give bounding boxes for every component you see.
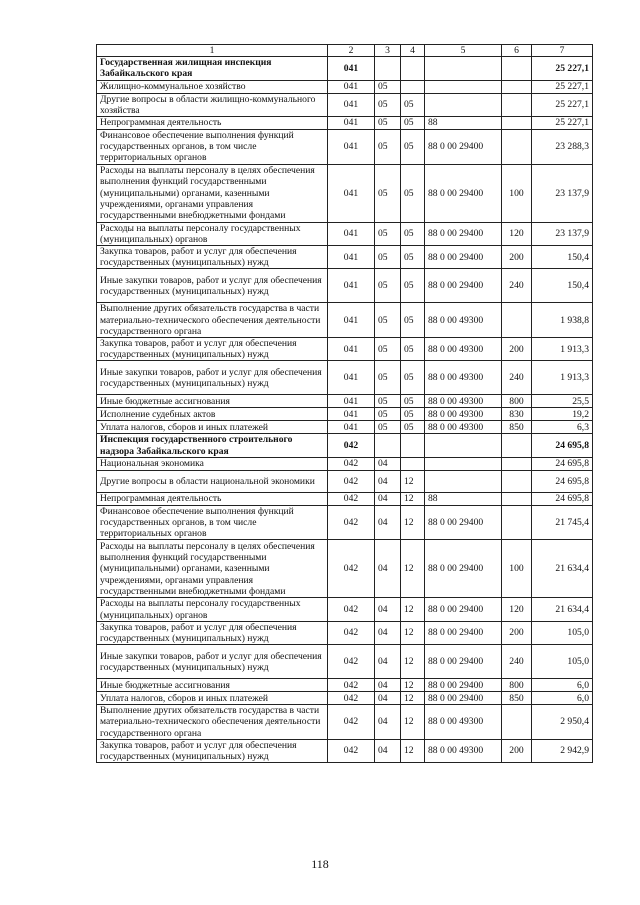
row-section: 04: [375, 457, 401, 470]
table-row: [97, 246, 593, 269]
row-subsection: 12: [401, 621, 425, 644]
row-amount: 25 227,1: [532, 80, 593, 93]
row-subsection: 05: [401, 93, 425, 116]
row-target: 88 0 00 29400: [425, 540, 502, 598]
row-code: 041: [328, 80, 375, 93]
row-target: 88 0 00 49300: [425, 361, 502, 395]
row-expense-type: 240: [502, 269, 532, 303]
row-section: 05: [375, 408, 401, 421]
row-amount: 105,0: [532, 621, 593, 644]
row-expense-type: 120: [502, 598, 532, 621]
row-amount: 150,4: [532, 269, 593, 303]
table-row: [97, 457, 593, 470]
row-name: Национальная экономика: [97, 457, 328, 470]
table-row: [97, 421, 593, 434]
row-section: 04: [375, 739, 401, 762]
row-expense-type: [502, 505, 532, 540]
row-amount: 1 938,8: [532, 303, 593, 338]
row-code: 041: [328, 303, 375, 338]
row-target: [425, 80, 502, 93]
row-expense-type: 850: [502, 421, 532, 434]
row-amount: 6,0: [532, 679, 593, 692]
row-name: Расходы на выплаты персоналу государственных (муниципальных) органов: [97, 222, 328, 245]
row-expense-type: 200: [502, 338, 532, 361]
row-amount: 1 913,3: [532, 361, 593, 395]
row-subsection: 05: [401, 338, 425, 361]
row-target: 88 0 00 29400: [425, 505, 502, 540]
row-subsection: 05: [401, 395, 425, 408]
row-code: 042: [328, 470, 375, 492]
row-amount: 25 227,1: [532, 57, 593, 80]
row-subsection: [401, 57, 425, 80]
row-code: 042: [328, 598, 375, 621]
row-section: 05: [375, 361, 401, 395]
row-code: 041: [328, 130, 375, 165]
row-section: 05: [375, 421, 401, 434]
table-row: [97, 269, 593, 303]
table-row: [97, 303, 593, 338]
table-row: [97, 361, 593, 395]
table-row: [97, 164, 593, 222]
row-section: [375, 434, 401, 457]
table-row: [97, 705, 593, 740]
row-expense-type: 200: [502, 739, 532, 762]
row-expense-type: [502, 130, 532, 165]
row-amount: 24 695,8: [532, 457, 593, 470]
row-section: 05: [375, 80, 401, 93]
row-subsection: 05: [401, 269, 425, 303]
row-code: 041: [328, 117, 375, 130]
row-target: 88 0 00 29400: [425, 246, 502, 269]
row-target: 88 0 00 29400: [425, 164, 502, 222]
header-cell: 6: [502, 45, 532, 57]
table-row: [97, 408, 593, 421]
table-row: [97, 80, 593, 93]
row-amount: 19,2: [532, 408, 593, 421]
row-subsection: 05: [401, 130, 425, 165]
row-subsection: [401, 457, 425, 470]
row-expense-type: [502, 470, 532, 492]
row-expense-type: 850: [502, 692, 532, 705]
table-row: [97, 93, 593, 116]
row-amount: 21 745,4: [532, 505, 593, 540]
table-row: [97, 692, 593, 705]
row-target: 88 0 00 29400: [425, 130, 502, 165]
row-amount: 25,5: [532, 395, 593, 408]
row-code: 042: [328, 434, 375, 457]
row-name: Непрограммная деятельность: [97, 492, 328, 505]
table-row: [97, 621, 593, 644]
row-name: Инспекция государственного строительного надзора Забайкальского края: [97, 434, 328, 457]
row-expense-type: 200: [502, 246, 532, 269]
row-amount: 24 695,8: [532, 492, 593, 505]
row-code: 042: [328, 621, 375, 644]
row-amount: 105,0: [532, 645, 593, 679]
row-subsection: 05: [401, 408, 425, 421]
row-code: 041: [328, 93, 375, 116]
row-name: Выполнение других обязательств государства в части материально-технического обеспечения деятельности государственного органа: [97, 303, 328, 338]
row-target: 88 0 00 49300: [425, 421, 502, 434]
row-section: 04: [375, 492, 401, 505]
table-row: [97, 130, 593, 165]
row-subsection: 05: [401, 303, 425, 338]
row-name: Иные закупки товаров, работ и услуг для обеспечения государственных (муниципальных) нужд: [97, 269, 328, 303]
row-section: 05: [375, 395, 401, 408]
row-code: 041: [328, 57, 375, 80]
table-row: [97, 505, 593, 540]
row-code: 041: [328, 338, 375, 361]
row-subsection: [401, 80, 425, 93]
row-expense-type: [502, 457, 532, 470]
row-name: Государственная жилищная инспекция Забайкальского края: [97, 57, 328, 80]
row-name: Финансовое обеспечение выполнения функций государственных органов, в том числе территориальных органов: [97, 130, 328, 165]
row-section: 05: [375, 246, 401, 269]
header-cell: 3: [375, 45, 401, 57]
row-amount: 1 913,3: [532, 338, 593, 361]
table-row: [97, 395, 593, 408]
row-code: 041: [328, 269, 375, 303]
row-expense-type: [502, 93, 532, 116]
row-name: Исполнение судебных актов: [97, 408, 328, 421]
row-subsection: 12: [401, 470, 425, 492]
row-subsection: 05: [401, 421, 425, 434]
table-row: [97, 540, 593, 598]
row-subsection: 12: [401, 645, 425, 679]
row-target: 88 0 00 49300: [425, 739, 502, 762]
header-row: [97, 45, 593, 57]
row-code: 041: [328, 361, 375, 395]
row-target: 88 0 00 49300: [425, 395, 502, 408]
row-section: 04: [375, 692, 401, 705]
row-amount: 2 950,4: [532, 705, 593, 740]
row-expense-type: 100: [502, 540, 532, 598]
row-subsection: 05: [401, 222, 425, 245]
row-section: 04: [375, 598, 401, 621]
row-target: 88: [425, 492, 502, 505]
row-expense-type: 200: [502, 621, 532, 644]
row-name: Иные бюджетные ассигнования: [97, 395, 328, 408]
row-expense-type: [502, 492, 532, 505]
table-row: [97, 739, 593, 762]
row-section: 04: [375, 505, 401, 540]
row-target: 88 0 00 29400: [425, 692, 502, 705]
row-name: Финансовое обеспечение выполнения функций государственных органов, в том числе территориальных органов: [97, 505, 328, 540]
table-row: [97, 470, 593, 492]
table-row: [97, 645, 593, 679]
header-cell: 4: [401, 45, 425, 57]
row-expense-type: [502, 80, 532, 93]
table-row: [97, 492, 593, 505]
row-expense-type: [502, 117, 532, 130]
row-expense-type: [502, 57, 532, 80]
row-name: Непрограммная деятельность: [97, 117, 328, 130]
row-section: 04: [375, 705, 401, 740]
row-name: Закупка товаров, работ и услуг для обеспечения государственных (муниципальных) нужд: [97, 246, 328, 269]
row-target: [425, 57, 502, 80]
row-target: 88 0 00 29400: [425, 621, 502, 644]
row-section: 04: [375, 679, 401, 692]
row-subsection: 12: [401, 705, 425, 740]
row-target: 88 0 00 29400: [425, 222, 502, 245]
row-expense-type: [502, 434, 532, 457]
table-row: [97, 679, 593, 692]
row-code: 042: [328, 492, 375, 505]
row-amount: 6,3: [532, 421, 593, 434]
row-code: 042: [328, 505, 375, 540]
row-target: [425, 470, 502, 492]
row-amount: 24 695,8: [532, 470, 593, 492]
header-cell: 2: [328, 45, 375, 57]
row-code: 042: [328, 679, 375, 692]
row-section: 05: [375, 93, 401, 116]
row-amount: 21 634,4: [532, 540, 593, 598]
row-subsection: 05: [401, 164, 425, 222]
row-name: Иные закупки товаров, работ и услуг для обеспечения государственных (муниципальных) нужд: [97, 361, 328, 395]
header-cell: 1: [97, 45, 328, 57]
row-section: [375, 57, 401, 80]
row-code: 041: [328, 246, 375, 269]
row-section: 04: [375, 470, 401, 492]
row-amount: 150,4: [532, 246, 593, 269]
row-subsection: 05: [401, 246, 425, 269]
row-name: Другие вопросы в области жилищно-коммунального хозяйства: [97, 93, 328, 116]
row-target: [425, 457, 502, 470]
row-amount: 25 227,1: [532, 93, 593, 116]
row-subsection: [401, 434, 425, 457]
table-row: [97, 434, 593, 457]
table-row: [97, 117, 593, 130]
row-expense-type: 800: [502, 395, 532, 408]
row-target: 88 0 00 29400: [425, 598, 502, 621]
row-subsection: 05: [401, 361, 425, 395]
row-amount: 24 695,8: [532, 434, 593, 457]
row-amount: 25 227,1: [532, 117, 593, 130]
row-code: 041: [328, 421, 375, 434]
row-code: 042: [328, 692, 375, 705]
row-section: 05: [375, 164, 401, 222]
row-subsection: 12: [401, 739, 425, 762]
row-subsection: 12: [401, 692, 425, 705]
row-name: Закупка товаров, работ и услуг для обеспечения государственных (муниципальных) нужд: [97, 621, 328, 644]
row-subsection: 12: [401, 598, 425, 621]
row-target: 88 0 00 29400: [425, 269, 502, 303]
row-code: 042: [328, 705, 375, 740]
row-expense-type: 100: [502, 164, 532, 222]
row-section: 05: [375, 222, 401, 245]
row-amount: 2 942,9: [532, 739, 593, 762]
row-amount: 23 288,3: [532, 130, 593, 165]
row-code: 041: [328, 408, 375, 421]
row-name: Иные закупки товаров, работ и услуг для обеспечения государственных (муниципальных) нужд: [97, 645, 328, 679]
row-target: 88 0 00 49300: [425, 303, 502, 338]
row-name: Уплата налогов, сборов и иных платежей: [97, 421, 328, 434]
row-section: 04: [375, 621, 401, 644]
row-code: 041: [328, 222, 375, 245]
row-subsection: 12: [401, 505, 425, 540]
row-code: 042: [328, 457, 375, 470]
page-number: 118: [311, 857, 329, 871]
row-amount: 23 137,9: [532, 164, 593, 222]
row-code: 041: [328, 395, 375, 408]
row-name: Закупка товаров, работ и услуг для обеспечения государственных (муниципальных) нужд: [97, 338, 328, 361]
row-target: [425, 434, 502, 457]
row-target: 88 0 00 49300: [425, 338, 502, 361]
row-code: 041: [328, 164, 375, 222]
budget-table: [96, 44, 593, 763]
row-amount: 6,0: [532, 692, 593, 705]
row-section: 05: [375, 130, 401, 165]
header-cell: 7: [532, 45, 593, 57]
row-name: Выполнение других обязательств государства в части материально-технического обеспечения деятельности государственного органа: [97, 705, 328, 740]
table-row: [97, 222, 593, 245]
row-expense-type: 800: [502, 679, 532, 692]
row-name: Жилищно-коммунальное хозяйство: [97, 80, 328, 93]
row-target: [425, 93, 502, 116]
row-name: Уплата налогов, сборов и иных платежей: [97, 692, 328, 705]
budget-table-page: [96, 44, 592, 763]
row-target: 88: [425, 117, 502, 130]
row-name: Другие вопросы в области национальной экономики: [97, 470, 328, 492]
row-section: 05: [375, 338, 401, 361]
row-expense-type: 120: [502, 222, 532, 245]
row-code: 042: [328, 645, 375, 679]
row-subsection: 05: [401, 117, 425, 130]
row-expense-type: [502, 303, 532, 338]
row-section: 05: [375, 269, 401, 303]
row-target: 88 0 00 29400: [425, 679, 502, 692]
row-section: 05: [375, 303, 401, 338]
row-name: Расходы на выплаты персоналу в целях обеспечения выполнения функций государственными (муниципальными) органами, казенными учреждениями, органами управления государственными внебюджетными фондами: [97, 540, 328, 598]
row-subsection: 12: [401, 679, 425, 692]
row-expense-type: 240: [502, 645, 532, 679]
row-expense-type: [502, 705, 532, 740]
header-cell: 5: [425, 45, 502, 57]
row-amount: 23 137,9: [532, 222, 593, 245]
row-code: 042: [328, 739, 375, 762]
row-name: Расходы на выплаты персоналу государственных (муниципальных) органов: [97, 598, 328, 621]
row-section: 05: [375, 117, 401, 130]
row-subsection: 12: [401, 492, 425, 505]
row-name: Расходы на выплаты персоналу в целях обеспечения выполнения функций государственными (муниципальными) органами, казенными учреждениями, органами управления государственными внебюджетными фондами: [97, 164, 328, 222]
table-row: [97, 57, 593, 80]
row-expense-type: 830: [502, 408, 532, 421]
row-section: 04: [375, 540, 401, 598]
row-target: 88 0 00 29400: [425, 645, 502, 679]
row-subsection: 12: [401, 540, 425, 598]
row-target: 88 0 00 49300: [425, 408, 502, 421]
table-row: [97, 598, 593, 621]
row-section: 04: [375, 645, 401, 679]
table-row: [97, 338, 593, 361]
row-amount: 21 634,4: [532, 598, 593, 621]
row-name: Закупка товаров, работ и услуг для обеспечения государственных (муниципальных) нужд: [97, 739, 328, 762]
row-expense-type: 240: [502, 361, 532, 395]
row-code: 042: [328, 540, 375, 598]
row-name: Иные бюджетные ассигнования: [97, 679, 328, 692]
row-target: 88 0 00 49300: [425, 705, 502, 740]
